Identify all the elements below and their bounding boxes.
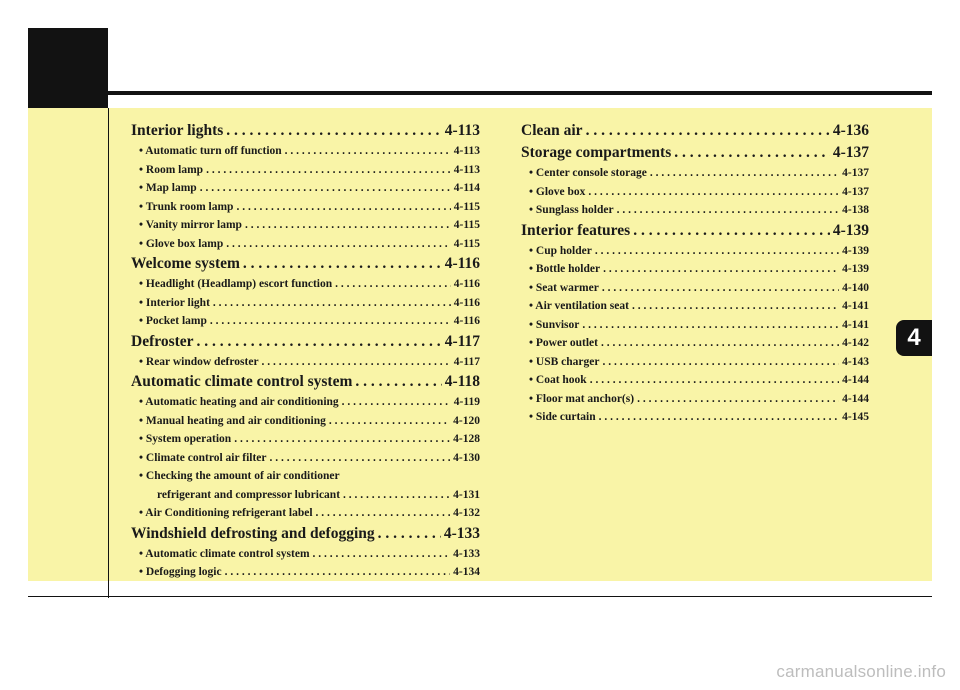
dot-leader — [601, 334, 839, 353]
toc-entry-title: • Interior light — [139, 296, 210, 309]
toc-subsection-entry[interactable] — [521, 371, 869, 390]
toc-page-number: 4-141 — [842, 318, 869, 331]
toc-section-entry[interactable] — [131, 371, 480, 393]
dot-leader — [329, 412, 450, 431]
toc-entry-title: • Air Conditioning refrigerant label — [139, 507, 313, 519]
dot-leader — [197, 331, 442, 353]
toc-entry-title: • Floor mat anchor(s) — [529, 392, 635, 405]
toc-page-number: 4-138 — [842, 204, 869, 216]
toc-subsection-entry[interactable] — [131, 393, 480, 412]
toc-column-left — [131, 120, 480, 582]
toc-subsection-entry[interactable] — [131, 179, 480, 198]
toc-page-number: 4-133 — [453, 547, 480, 560]
toc-page-number: 4-131 — [453, 488, 480, 501]
toc-entry-title: • Manual heating and air conditioning — [139, 414, 326, 427]
dot-leader — [316, 504, 451, 523]
dot-leader — [245, 216, 451, 235]
toc-entry-title: Automatic climate control system — [131, 373, 353, 390]
dot-leader — [262, 353, 451, 372]
toc-section-entry[interactable] — [521, 142, 869, 164]
toc-subsection-entry[interactable] — [131, 412, 480, 431]
toc-page-number: 4-137 — [832, 144, 869, 161]
toc-page-number: 4-132 — [453, 507, 480, 519]
toc-page-number: 4-141 — [842, 300, 869, 312]
dot-leader — [335, 275, 451, 294]
toc-entry-title: • Automatic climate control system — [139, 547, 310, 560]
toc-subsection-entry[interactable] — [131, 430, 480, 449]
toc-page-number: 4-120 — [453, 414, 480, 427]
toc-entry-title: • Automatic heating and air conditioning — [139, 396, 339, 408]
toc-entry-title: • Pocket lamp — [139, 315, 207, 327]
dot-leader — [632, 297, 839, 316]
toc-subsection-entry[interactable] — [521, 279, 869, 298]
toc-page-number: 4-140 — [842, 281, 869, 294]
toc-subsection-entry[interactable] — [131, 504, 480, 523]
toc-entry-title: • Cup holder — [529, 244, 592, 257]
dot-leader — [378, 523, 441, 545]
toc-page-number: 4-116 — [444, 255, 480, 272]
toc-subsection-entry[interactable] — [131, 486, 480, 505]
toc-entry-title: • Glove box — [529, 185, 586, 198]
toc-page-number: 4-116 — [453, 278, 480, 290]
footer-rule — [28, 596, 932, 597]
toc-subsection-entry[interactable] — [131, 275, 480, 294]
toc-page-number: 4-128 — [453, 433, 480, 445]
toc-entry-title: refrigerant and compressor lubricant — [157, 488, 341, 501]
toc-page-number: 4-119 — [453, 396, 480, 408]
toc-page-number: 4-139 — [842, 263, 869, 275]
toc-subsection-entry[interactable] — [131, 142, 480, 161]
toc-section-entry[interactable] — [131, 331, 480, 353]
toc-subsection-entry[interactable] — [131, 563, 480, 582]
toc-entry-title: • Rear window defroster — [139, 355, 259, 368]
toc-entry-title: • Sunvisor — [529, 318, 580, 331]
dot-leader — [582, 316, 839, 335]
toc-entry-title: • Headlight (Headlamp) escort function — [139, 278, 333, 290]
toc-entry-title: • Seat warmer — [529, 281, 599, 294]
toc-page-number: 4-115 — [453, 219, 480, 231]
dot-leader — [603, 260, 839, 279]
toc-entry-title: • Sunglass holder — [529, 204, 614, 216]
toc-entry-title: • Power outlet — [529, 337, 598, 349]
toc-subsection-entry[interactable] — [521, 260, 869, 279]
dot-leader — [674, 142, 830, 164]
dot-leader — [588, 183, 839, 202]
toc-entry-heading: • Checking the amount of air conditioner — [139, 470, 340, 482]
toc-entry-title: Interior lights — [131, 122, 224, 139]
toc-subsection-entry[interactable] — [521, 353, 869, 372]
toc-entry-title: • Center console storage — [529, 167, 647, 179]
toc-page-number: 4-130 — [453, 451, 480, 464]
toc-section-entry[interactable] — [131, 120, 480, 142]
toc-page-number: 4-115 — [453, 200, 480, 213]
dot-leader — [210, 312, 451, 331]
dot-leader — [637, 390, 839, 409]
toc-entry-title: • Coat hook — [529, 374, 587, 386]
dot-leader — [225, 563, 451, 582]
toc-page-number: 4-144 — [842, 392, 869, 405]
toc-subsection-entry[interactable] — [521, 183, 869, 202]
toc-entry-title: Clean air — [521, 122, 583, 139]
toc-subsection-entry[interactable] — [521, 164, 869, 183]
watermark-text: carmanualsonline.info — [776, 662, 946, 681]
corner-black-tab — [28, 28, 108, 108]
toc-entry-title: • Vanity mirror lamp — [139, 219, 242, 231]
dot-leader — [200, 179, 451, 198]
toc-page-number: 4-137 — [842, 185, 869, 198]
toc-page-number: 4-134 — [453, 566, 480, 578]
dot-leader — [226, 235, 451, 254]
toc-subsection-entry[interactable] — [521, 201, 869, 220]
toc-page-number: 4-144 — [842, 374, 869, 386]
toc-page-number: 4-116 — [453, 315, 480, 327]
toc-subsection-entry[interactable] — [131, 235, 480, 254]
dot-leader — [313, 545, 451, 564]
toc-page-number: 4-139 — [832, 221, 869, 239]
toc-section-entry[interactable] — [521, 220, 869, 242]
toc-subsection-entry[interactable] — [131, 353, 480, 372]
toc-entry-title: Defroster — [131, 332, 194, 350]
dot-leader — [355, 371, 441, 393]
toc-page-number: 4-118 — [444, 373, 480, 390]
toc-page-number: 4-136 — [832, 122, 869, 139]
toc-page-number: 4-143 — [842, 355, 869, 368]
toc-entry-title: • Map lamp — [139, 182, 197, 194]
dot-leader — [343, 486, 450, 505]
toc-entry-title: • Automatic turn off function — [139, 145, 282, 157]
toc-subsection-entry[interactable] — [521, 390, 869, 409]
toc-subsection-entry[interactable] — [131, 449, 480, 468]
toc-entry-title: • Defogging logic — [139, 566, 222, 578]
toc-entry-title: • Glove box lamp — [139, 237, 224, 250]
toc-page-number: 4-142 — [842, 337, 869, 349]
toc-column-right — [521, 120, 869, 427]
dot-leader — [213, 294, 451, 313]
toc-entry-title: • USB charger — [529, 355, 600, 368]
dot-leader — [285, 142, 451, 161]
dot-leader — [226, 120, 441, 142]
toc-section-entry[interactable] — [131, 523, 480, 545]
toc-page-number: 4-117 — [453, 355, 480, 368]
dot-leader — [342, 393, 451, 412]
toc-subsection-entry[interactable] — [521, 242, 869, 261]
toc-subsection-entry[interactable] — [131, 216, 480, 235]
dot-leader — [243, 253, 442, 275]
toc-subsection-entry[interactable] — [131, 294, 480, 313]
toc-subsection-entry[interactable] — [521, 316, 869, 335]
toc-entry-title: Interior features — [521, 221, 631, 239]
toc-page-number: 4-113 — [444, 122, 480, 139]
toc-page-number: 4-113 — [453, 163, 480, 176]
toc-page-number: 4-116 — [453, 296, 480, 309]
toc-subsection-entry[interactable] — [521, 297, 869, 316]
dot-leader — [633, 220, 830, 242]
toc-subsection-entry[interactable] — [131, 198, 480, 217]
header-rule — [108, 91, 932, 95]
toc-page-number: 4-145 — [842, 411, 869, 423]
toc-section-entry[interactable] — [521, 120, 869, 142]
toc-entry-title: Storage compartments — [521, 144, 672, 161]
toc-page-number: 4-139 — [842, 244, 869, 257]
dot-leader — [602, 353, 839, 372]
dot-leader — [586, 120, 830, 142]
toc-entry-title: • Climate control air filter — [139, 451, 267, 464]
toc-entry-title: • System operation — [139, 433, 232, 445]
dot-leader — [602, 279, 839, 298]
toc-subsection-entry[interactable] — [131, 545, 480, 564]
dot-leader — [599, 408, 840, 427]
toc-subsection-entry[interactable] — [521, 408, 869, 427]
toc-entry-title: Welcome system — [131, 255, 240, 272]
dot-leader — [236, 198, 450, 217]
dot-leader — [650, 164, 839, 183]
toc-entry-title: • Side curtain — [529, 411, 596, 423]
toc-page-number: 4-113 — [453, 145, 480, 157]
toc-entry-title: • Bottle holder — [529, 263, 601, 275]
toc-subsection-entry[interactable] — [521, 334, 869, 353]
toc-entry-title: • Trunk room lamp — [139, 200, 234, 213]
toc-entry-title: Windshield defrosting and defogging — [131, 524, 375, 542]
toc-page-number: 4-133 — [443, 524, 480, 542]
toc-page-number: 4-115 — [453, 237, 480, 250]
toc-subsection-entry[interactable] — [131, 312, 480, 331]
dot-leader — [590, 371, 839, 390]
toc-section-entry[interactable] — [131, 253, 480, 275]
dot-leader — [234, 430, 450, 449]
dot-leader — [595, 242, 839, 261]
toc-subsection-entry[interactable] — [131, 161, 480, 180]
toc-page-number: 4-137 — [842, 167, 869, 179]
chapter-tab[interactable]: 4 — [896, 320, 932, 356]
toc-entry-title: • Air ventilation seat — [529, 300, 629, 312]
margin-rule — [108, 108, 109, 598]
dot-leader — [206, 161, 451, 180]
toc-page-number: 4-117 — [444, 332, 480, 350]
toc-page-number: 4-114 — [453, 182, 480, 194]
dot-leader — [270, 449, 451, 468]
toc-entry-title: • Room lamp — [139, 163, 204, 176]
dot-leader — [617, 201, 840, 220]
